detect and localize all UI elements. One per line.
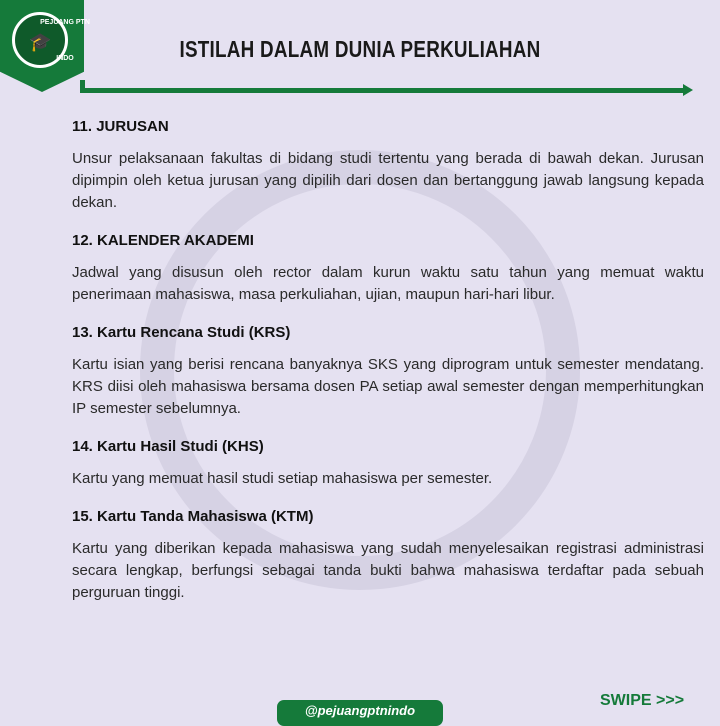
instagram-handle[interactable]: @pejuangptnindo: [277, 700, 443, 726]
term-body: Jadwal yang disusun oleh rector dalam kurun waktu satu tahun yang memuat waktu penerimaan mahasiswa, masa perkuliahan, ujian, maupun hari-hari libur.: [72, 264, 704, 303]
term-body: Unsur pelaksanaan fakultas di bidang studi tertentu yang berada di bawah dekan. Jurusan dipimpin oleh ketua jurusan yang dipilih dari dosen dan bertanggung jawab langsung kepada dekan.: [72, 150, 704, 211]
logo-text-top: PEJUANG PTN: [40, 19, 90, 26]
term-item: [72, 324, 704, 420]
term-body: Kartu isian yang berisi rencana banyaknya SKS yang diprogram untuk semester mendatang. KRS diisi oleh mahasiswa bersama dosen PA setiap awal semester dengan memperhitungkan IP semester sebelumnya.: [72, 356, 704, 417]
term-heading: 12. KALENDER AKADEMI: [72, 232, 254, 249]
arrow-icon: [683, 84, 693, 96]
graduation-cap-icon: 🎓: [29, 32, 52, 52]
term-heading: 11. JURUSAN: [72, 118, 169, 135]
swipe-hint: SWIPE >>>: [600, 692, 685, 709]
term-body: Kartu yang diberikan kepada mahasiswa yang sudah menyelesaikan registrasi administrasi secara lengkap, berfungsi sebagai tanda bukti bahwa mahasiswa terdaftar pada sebuah perguruan tinggi.: [72, 540, 704, 601]
term-heading: 14. Kartu Hasil Studi (KHS): [72, 438, 264, 455]
term-item: [72, 118, 704, 214]
page-title: ISTILAH DALAM DUNIA PERKULIAHAN: [179, 36, 541, 62]
term-item: [72, 508, 704, 604]
title-rule: [80, 88, 685, 93]
term-body: Kartu yang memuat hasil studi setiap mahasiswa per semester.: [72, 470, 493, 487]
term-item: [72, 438, 704, 490]
term-heading: 15. Kartu Tanda Mahasiswa (KTM): [72, 508, 314, 525]
brand-logo: [12, 12, 90, 68]
term-item: [72, 232, 704, 306]
logo-text-bottom: INDO: [56, 55, 74, 62]
term-heading: 13. Kartu Rencana Studi (KRS): [72, 324, 291, 341]
terms-list: [72, 118, 704, 622]
